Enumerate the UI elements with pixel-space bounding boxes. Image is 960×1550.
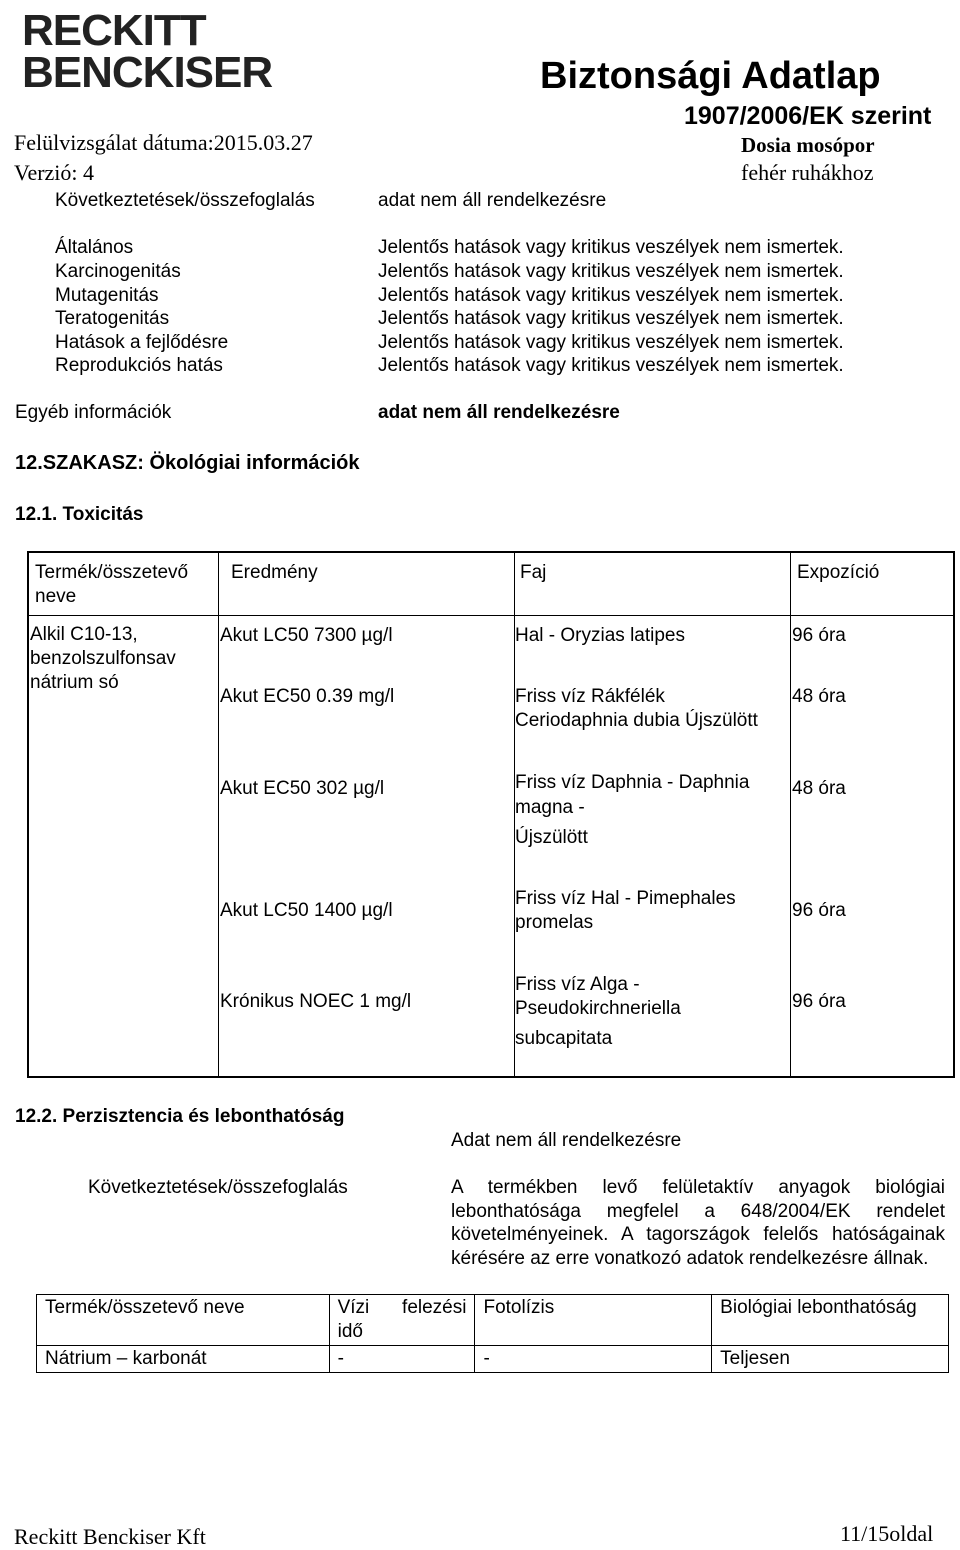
table-row [37, 1295, 949, 1346]
effect-label: Hatások a fejlődésre [55, 332, 229, 353]
persistence-title: 12.2. Perzisztencia és lebonthatóság [15, 1106, 345, 1127]
persistence-conclusion-value: A termékben levő felületaktív anyagok biológiai lebonthatósága megfelel a 648/2004/EK rendelet követelményeinek. A tagországok felelős hatóságainak kérésére az erre vonatkozó adatok rendelkezésre állnak. [451, 1177, 945, 1269]
substance-name: nátrium só [30, 672, 119, 693]
footer-page-number: 11/15oldal [840, 1521, 934, 1546]
effect-value: Jelentős hatások vagy kritikus veszélyek nem ismertek. [378, 332, 844, 353]
effect-value: Jelentős hatások vagy kritikus veszélyek nem ismertek. [378, 285, 844, 306]
section-12-title: 12.SZAKASZ: Ökológiai információk [15, 452, 360, 474]
tox-result: Akut EC50 0.39 mg/l [220, 686, 395, 707]
header-exposure: Expozíció [797, 562, 880, 583]
tox-species: Friss víz Alga - [515, 974, 640, 995]
header-half-life: Vízi felezési idő [329, 1295, 475, 1346]
tox-result: Akut EC50 302 µg/l [220, 778, 385, 799]
conclusion-label: Következtetések/összefoglalás [55, 190, 315, 211]
effect-value: Jelentős hatások vagy kritikus veszélyek nem ismertek. [378, 261, 844, 282]
tox-result: Akut LC50 7300 µg/l [220, 625, 393, 646]
document-title: Biztonsági Adatlap [540, 55, 881, 97]
footer-company: Reckitt Benckiser Kft [14, 1524, 206, 1549]
tox-result: Akut LC50 1400 µg/l [220, 900, 393, 921]
other-info-value: adat nem áll rendelkezésre [378, 402, 620, 423]
effect-label: Mutagenitás [55, 285, 159, 306]
logo-line-2: BENCKISER [22, 48, 273, 97]
conclusion-value: adat nem áll rendelkezésre [378, 190, 607, 211]
tox-exposure: 96 óra [792, 625, 846, 646]
effect-value: Jelentős hatások vagy kritikus veszélyek nem ismertek. [378, 355, 844, 376]
tox-result: Krónikus NOEC 1 mg/l [220, 991, 412, 1012]
persistence-conclusion-label: Következtetések/összefoglalás [88, 1177, 348, 1198]
table-row [37, 1346, 949, 1373]
product-name-line-1: Dosia mosópor [741, 133, 875, 157]
tox-species: Újszülött [515, 827, 588, 848]
toxicity-table [27, 551, 955, 1078]
effect-value: Jelentős hatások vagy kritikus veszélyek nem ismertek. [378, 308, 844, 329]
substance-name: benzolszulfonsav [30, 648, 176, 669]
tox-species: Friss víz Rákfélék [515, 686, 665, 707]
tox-exposure: 96 óra [792, 991, 846, 1012]
header-result: Eredmény [231, 562, 318, 583]
header-species: Faj [520, 562, 547, 583]
logo-line-1: RECKITT [22, 6, 206, 55]
persistence-nodata: Adat nem áll rendelkezésre [451, 1130, 682, 1151]
tox-exposure: 48 óra [792, 686, 846, 707]
effect-label: Teratogenitás [55, 308, 170, 329]
version: Verzió: 4 [14, 160, 95, 185]
effect-label: Karcinogenitás [55, 261, 181, 282]
tox-species: subcapitata [515, 1028, 613, 1049]
tox-species: Friss víz Hal - Pimephales [515, 888, 736, 909]
tox-species: Pseudokirchneriella [515, 998, 681, 1019]
cell-substance: Nátrium – karbonát [37, 1346, 330, 1373]
header-biodegradability: Biológiai lebonthatóság [712, 1295, 949, 1346]
product-name-line-2: fehér ruhákhoz [741, 160, 874, 185]
header-photolysis: Fotolízis [475, 1295, 712, 1346]
toxicity-title: 12.1. Toxicitás [15, 504, 144, 525]
tox-species: promelas [515, 912, 594, 933]
header-substance-name: Termék/összetevő neve [37, 1295, 330, 1346]
tox-exposure: 48 óra [792, 778, 846, 799]
cell-half-life: - [329, 1346, 475, 1373]
degradation-table [36, 1294, 949, 1373]
substance-name: Alkil C10-13, [30, 624, 138, 645]
effect-label: Általános [55, 237, 134, 258]
cell-biodegradability: Teljesen [712, 1346, 949, 1373]
tox-species: Ceriodaphnia dubia Újszülött [515, 710, 758, 731]
tox-species: Hal - Oryzias latipes [515, 625, 685, 646]
header-substance: Termék/összetevő [35, 562, 189, 583]
tox-exposure: 96 óra [792, 900, 846, 921]
other-info-label: Egyéb információk [15, 402, 172, 423]
header-substance-2: neve [35, 586, 77, 607]
regulation-ref: 1907/2006/EK szerint [684, 102, 932, 130]
tox-species: Friss víz Daphnia - Daphnia [515, 772, 750, 793]
effect-label: Reprodukciós hatás [55, 355, 223, 376]
tox-species: magna - [515, 797, 585, 818]
revision-date: Felülvizsgálat dátuma:2015.03.27 [14, 130, 313, 155]
effect-value: Jelentős hatások vagy kritikus veszélyek nem ismertek. [378, 237, 844, 258]
cell-photolysis: - [475, 1346, 712, 1373]
